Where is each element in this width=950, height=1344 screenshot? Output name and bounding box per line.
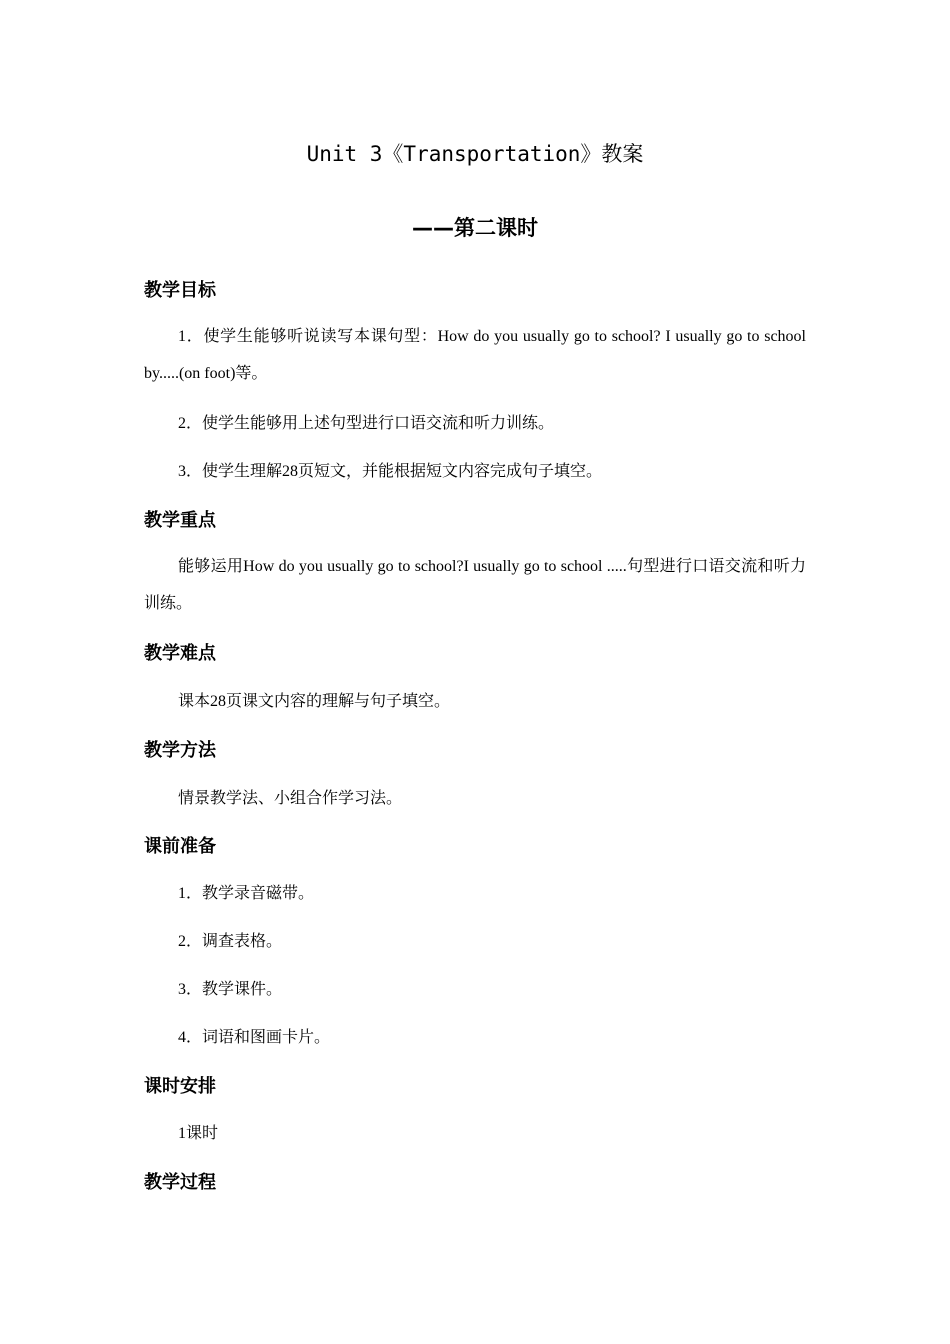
section-heading-difficulties: 教学难点 [144, 643, 216, 664]
preparation-item-4: 4．词语和图画卡片。 [178, 1029, 331, 1046]
section-heading-preparation: 课前准备 [144, 836, 216, 857]
difficulties-text: 课本28页课文内容的理解与句子填空。 [178, 693, 451, 710]
key-points-text: 能够运用How do you usually go to school?I usually go to school .....句型进行口语交流和听力训练。 [144, 558, 806, 612]
section-heading-key-points: 教学重点 [144, 510, 216, 531]
section-heading-schedule: 课时安排 [144, 1076, 216, 1097]
preparation-item-2: 2．调查表格。 [178, 933, 283, 950]
document-subtitle: ——第二课时 [412, 216, 538, 240]
methods-text: 情景教学法、小组合作学习法。 [178, 790, 403, 807]
objective-item-1: 1．使学生能够听说读写本课句型：How do you usually go to school? I usually go to school by.....(on foot)等。 [144, 328, 806, 382]
objective-item-2: 2．使学生能够用上述句型进行口语交流和听力训练。 [178, 415, 555, 432]
section-heading-process: 教学过程 [144, 1172, 216, 1193]
preparation-item-1: 1．教学录音磁带。 [178, 885, 315, 902]
section-heading-objectives: 教学目标 [144, 280, 216, 301]
schedule-text: 1课时 [178, 1125, 219, 1142]
objective-item-3: 3．使学生理解28页短文，并能根据短文内容完成句子填空。 [178, 463, 603, 480]
section-heading-methods: 教学方法 [144, 740, 216, 761]
preparation-item-3: 3．教学课件。 [178, 981, 283, 998]
document-title: Unit 3《Transportation》教案 [306, 142, 644, 166]
